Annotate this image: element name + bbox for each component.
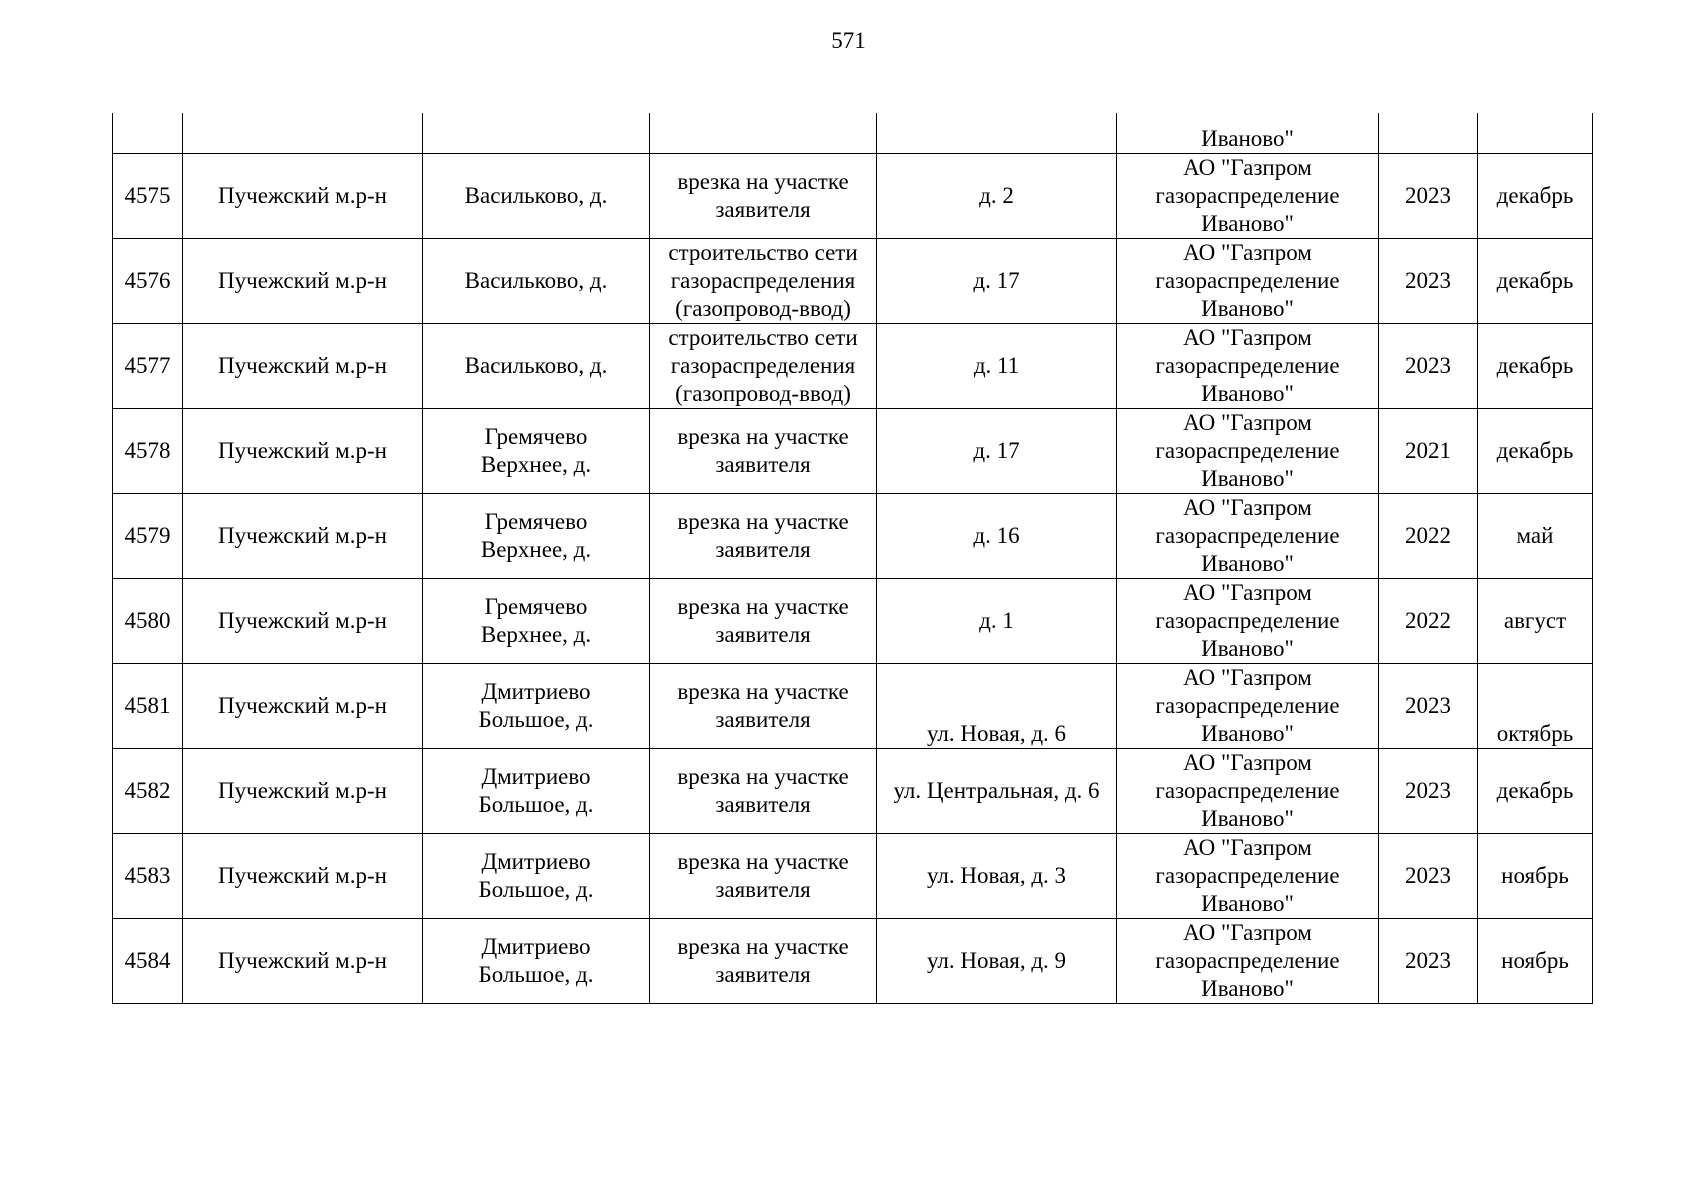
month: декабрь bbox=[1496, 777, 1574, 803]
year: 2023 bbox=[1405, 267, 1451, 293]
cell-year bbox=[1379, 833, 1478, 918]
cell-operator bbox=[1117, 408, 1379, 493]
operator-name: АО "Газпром газораспределение Иваново" bbox=[1155, 324, 1340, 406]
table-row bbox=[113, 323, 1593, 408]
cell-operator bbox=[1117, 748, 1379, 833]
operator-name: АО "Газпром газораспределение Иваново" bbox=[1155, 749, 1340, 831]
cell-year bbox=[1379, 578, 1478, 663]
month: декабрь bbox=[1496, 267, 1574, 293]
operator-name: АО "Газпром газораспределение Иваново" bbox=[1155, 834, 1340, 916]
locality-name: Гремячево Верхнее, д. bbox=[480, 423, 592, 477]
cell-num bbox=[113, 493, 183, 578]
year: 2023 bbox=[1405, 692, 1451, 718]
cell-operator bbox=[1117, 493, 1379, 578]
cell-operator bbox=[1117, 238, 1379, 323]
row-number: 4584 bbox=[124, 947, 171, 973]
address: ул. Новая, д. 6 bbox=[926, 720, 1067, 746]
locality-name: Дмитриево Большое, д. bbox=[478, 678, 594, 732]
year: 2023 bbox=[1405, 352, 1451, 378]
district-name: Пучежский м.р-н bbox=[218, 777, 387, 803]
cell-district bbox=[183, 323, 423, 408]
cell-locality bbox=[423, 833, 650, 918]
locality-name: Дмитриево Большое, д. bbox=[478, 763, 594, 817]
cell-year bbox=[1379, 113, 1478, 153]
district-name: Пучежский м.р-н bbox=[218, 607, 387, 633]
operator-name: АО "Газпром газораспределение Иваново" bbox=[1155, 239, 1340, 321]
row-number: 4577 bbox=[124, 352, 171, 378]
table-row bbox=[113, 578, 1593, 663]
continuation-row bbox=[113, 113, 1593, 153]
cell-num bbox=[113, 833, 183, 918]
cell-locality bbox=[423, 153, 650, 238]
cell-operator bbox=[1117, 663, 1379, 748]
row-number: 4579 bbox=[124, 522, 171, 548]
work-type: врезка на участке заявителя bbox=[677, 763, 849, 817]
cell-district bbox=[183, 408, 423, 493]
month: ноябрь bbox=[1501, 947, 1569, 973]
row-number: 4578 bbox=[124, 437, 171, 463]
table-row bbox=[113, 153, 1593, 238]
work-type: врезка на участке заявителя bbox=[677, 678, 849, 732]
cell-district bbox=[183, 153, 423, 238]
work-type: строительство сети газораспределения (газопровод-ввод) bbox=[668, 239, 858, 321]
cell-operator bbox=[1117, 113, 1379, 153]
table-row bbox=[113, 663, 1593, 748]
cell-work-type bbox=[650, 918, 877, 1003]
year: 2022 bbox=[1405, 522, 1451, 548]
cell-num bbox=[113, 918, 183, 1003]
cell-year bbox=[1379, 323, 1478, 408]
cell-locality bbox=[423, 238, 650, 323]
work-type: врезка на участке заявителя bbox=[677, 848, 849, 902]
locality-name: Васильково, д. bbox=[464, 267, 608, 293]
cell-year bbox=[1379, 663, 1478, 748]
cell-month bbox=[1478, 493, 1593, 578]
cell-address bbox=[877, 918, 1117, 1003]
cell-locality bbox=[423, 323, 650, 408]
cell-locality bbox=[423, 408, 650, 493]
operator-name: АО "Газпром газораспределение Иваново" bbox=[1155, 409, 1340, 491]
cell-year bbox=[1379, 408, 1478, 493]
cell-locality bbox=[423, 578, 650, 663]
cell-locality bbox=[423, 918, 650, 1003]
table-row bbox=[113, 493, 1593, 578]
address: д. 17 bbox=[973, 437, 1020, 463]
operator-tail-text: Иваново" bbox=[1201, 125, 1294, 151]
cell-address bbox=[877, 833, 1117, 918]
cell-num bbox=[113, 153, 183, 238]
operator-name: АО "Газпром газораспределение Иваново" bbox=[1155, 494, 1340, 576]
cell-operator bbox=[1117, 153, 1379, 238]
cell-num bbox=[113, 748, 183, 833]
gas-connection-table bbox=[112, 113, 1593, 1004]
cell-locality bbox=[423, 748, 650, 833]
cell-num bbox=[113, 408, 183, 493]
locality-name: Васильково, д. bbox=[464, 182, 608, 208]
address: ул. Новая, д. 3 bbox=[926, 862, 1067, 888]
district-name: Пучежский м.р-н bbox=[218, 947, 387, 973]
cell-month bbox=[1478, 238, 1593, 323]
address: д. 2 bbox=[979, 182, 1014, 208]
cell-month bbox=[1478, 323, 1593, 408]
district-name: Пучежский м.р-н bbox=[218, 862, 387, 888]
address: ул. Центральная, д. 6 bbox=[893, 777, 1100, 803]
row-number: 4580 bbox=[124, 607, 171, 633]
cell-work-type bbox=[650, 748, 877, 833]
locality-name: Гремячево Верхнее, д. bbox=[480, 593, 592, 647]
cell-num bbox=[113, 238, 183, 323]
month: декабрь bbox=[1496, 352, 1574, 378]
address: д. 17 bbox=[973, 267, 1020, 293]
operator-name: АО "Газпром газораспределение Иваново" bbox=[1155, 664, 1340, 746]
cell-num bbox=[113, 323, 183, 408]
work-type: врезка на участке заявителя bbox=[677, 423, 849, 477]
row-number: 4576 bbox=[124, 267, 171, 293]
cell-work-type bbox=[650, 408, 877, 493]
year: 2022 bbox=[1405, 607, 1451, 633]
cell-address bbox=[877, 663, 1117, 748]
cell-address bbox=[877, 153, 1117, 238]
cell-district bbox=[183, 748, 423, 833]
table-row bbox=[113, 408, 1593, 493]
cell-work-type bbox=[650, 578, 877, 663]
locality-name: Васильково, д. bbox=[464, 352, 608, 378]
table-row bbox=[113, 833, 1593, 918]
cell-month bbox=[1478, 408, 1593, 493]
cell-work-type bbox=[650, 663, 877, 748]
address: д. 16 bbox=[973, 522, 1020, 548]
month: октябрь bbox=[1496, 720, 1574, 746]
year: 2021 bbox=[1405, 437, 1451, 463]
page-number: 571 bbox=[831, 28, 866, 53]
cell-num bbox=[113, 578, 183, 663]
row-number: 4583 bbox=[124, 862, 171, 888]
cell-district bbox=[183, 238, 423, 323]
cell-address bbox=[877, 493, 1117, 578]
cell-locality bbox=[423, 663, 650, 748]
district-name: Пучежский м.р-н bbox=[218, 352, 387, 378]
district-name: Пучежский м.р-н bbox=[218, 182, 387, 208]
cell-month bbox=[1478, 113, 1593, 153]
cell-district bbox=[183, 918, 423, 1003]
month: ноябрь bbox=[1501, 862, 1569, 888]
work-type: врезка на участке заявителя bbox=[677, 593, 849, 647]
month: декабрь bbox=[1496, 182, 1574, 208]
work-type: врезка на участке заявителя bbox=[677, 168, 849, 222]
year: 2023 bbox=[1405, 777, 1451, 803]
cell-operator bbox=[1117, 578, 1379, 663]
district-name: Пучежский м.р-н bbox=[218, 437, 387, 463]
operator-name: АО "Газпром газораспределение Иваново" bbox=[1155, 919, 1340, 1001]
district-name: Пучежский м.р-н bbox=[218, 522, 387, 548]
cell-district bbox=[183, 663, 423, 748]
cell-year bbox=[1379, 493, 1478, 578]
table-body bbox=[113, 113, 1593, 1003]
locality-name: Гремячево Верхнее, д. bbox=[480, 508, 592, 562]
locality-name: Дмитриево Большое, д. bbox=[478, 848, 594, 902]
address: д. 11 bbox=[973, 352, 1020, 378]
operator-name: АО "Газпром газораспределение Иваново" bbox=[1155, 154, 1340, 236]
cell-address bbox=[877, 323, 1117, 408]
operator-name: АО "Газпром газораспределение Иваново" bbox=[1155, 579, 1340, 661]
cell-work-type bbox=[650, 113, 877, 153]
cell-address bbox=[877, 748, 1117, 833]
cell-locality bbox=[423, 493, 650, 578]
district-name: Пучежский м.р-н bbox=[218, 692, 387, 718]
cell-year bbox=[1379, 918, 1478, 1003]
locality-name: Дмитриево Большое, д. bbox=[478, 933, 594, 987]
cell-year bbox=[1379, 153, 1478, 238]
cell-month bbox=[1478, 748, 1593, 833]
cell-month bbox=[1478, 578, 1593, 663]
cell-address bbox=[877, 238, 1117, 323]
cell-work-type bbox=[650, 493, 877, 578]
cell-num bbox=[113, 663, 183, 748]
row-number: 4575 bbox=[124, 182, 171, 208]
table-row bbox=[113, 748, 1593, 833]
month: май bbox=[1516, 522, 1554, 548]
table-row bbox=[113, 238, 1593, 323]
cell-month bbox=[1478, 663, 1593, 748]
cell-year bbox=[1379, 748, 1478, 833]
cell-month bbox=[1478, 918, 1593, 1003]
cell-month bbox=[1478, 833, 1593, 918]
cell-num bbox=[113, 113, 183, 153]
address: ул. Новая, д. 9 bbox=[926, 947, 1067, 973]
cell-district bbox=[183, 578, 423, 663]
month: декабрь bbox=[1496, 437, 1574, 463]
address: д. 1 bbox=[979, 607, 1014, 633]
work-type: врезка на участке заявителя bbox=[677, 508, 849, 562]
row-number: 4582 bbox=[124, 777, 171, 803]
cell-address bbox=[877, 578, 1117, 663]
year: 2023 bbox=[1405, 182, 1451, 208]
cell-locality bbox=[423, 113, 650, 153]
cell-work-type bbox=[650, 323, 877, 408]
cell-operator bbox=[1117, 833, 1379, 918]
year: 2023 bbox=[1405, 862, 1451, 888]
year: 2023 bbox=[1405, 947, 1451, 973]
work-type: строительство сети газораспределения (газопровод-ввод) bbox=[668, 324, 858, 406]
district-name: Пучежский м.р-н bbox=[218, 267, 387, 293]
cell-district bbox=[183, 113, 423, 153]
cell-work-type bbox=[650, 833, 877, 918]
cell-address bbox=[877, 113, 1117, 153]
cell-district bbox=[183, 493, 423, 578]
row-number: 4581 bbox=[124, 692, 171, 718]
cell-work-type bbox=[650, 153, 877, 238]
cell-operator bbox=[1117, 323, 1379, 408]
table-row bbox=[113, 918, 1593, 1003]
cell-work-type bbox=[650, 238, 877, 323]
cell-year bbox=[1379, 238, 1478, 323]
work-type: врезка на участке заявителя bbox=[677, 933, 849, 987]
cell-operator bbox=[1117, 918, 1379, 1003]
cell-district bbox=[183, 833, 423, 918]
month: август bbox=[1503, 607, 1567, 633]
cell-address bbox=[877, 408, 1117, 493]
cell-month bbox=[1478, 153, 1593, 238]
